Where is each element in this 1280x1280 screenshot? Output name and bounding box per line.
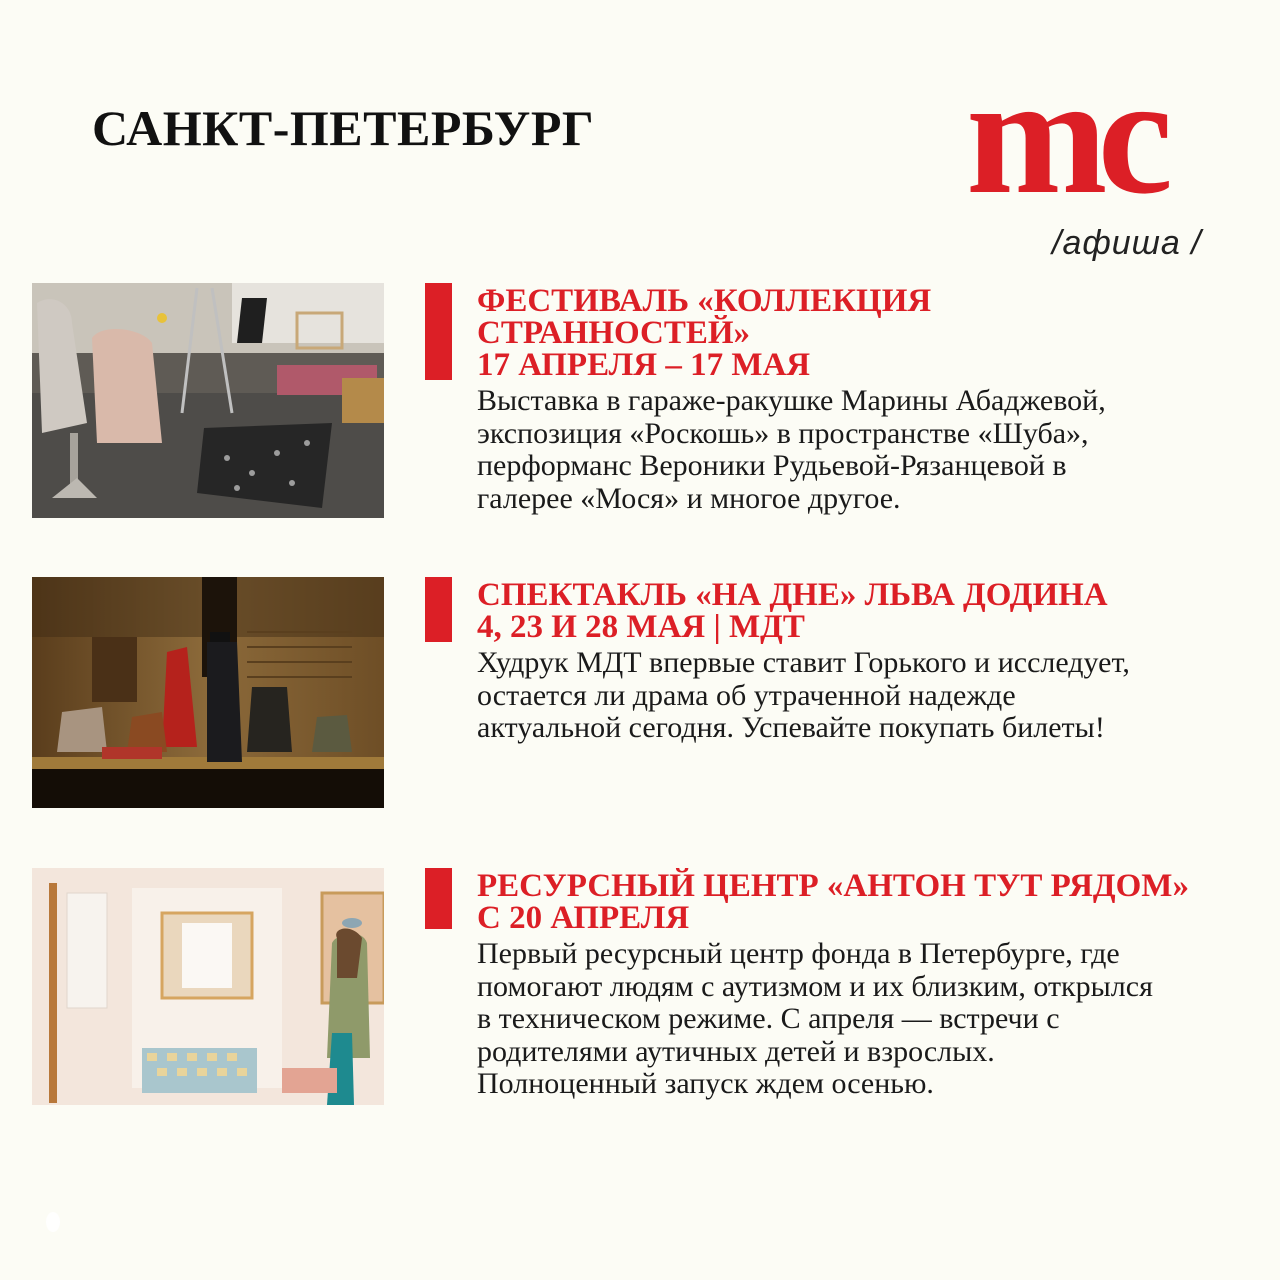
event-dates: С 20 АПРЕЛЯ [477, 900, 690, 936]
logo-subtitle: /афиша / [1052, 224, 1202, 262]
heading-line: СПЕКТАКЛЬ «НА ДНЕ» ЛЬВА ДОДИНА [477, 577, 1108, 613]
event-description [477, 647, 1237, 745]
heading-line: ФЕСТИВАЛЬ «КОЛЛЕКЦИЯ [477, 283, 932, 319]
accent-bar [425, 283, 452, 380]
description-line: Первый ресурсный центр фонда в Петербурге, где [477, 937, 1120, 970]
description-line: перформанс Вероники Рудьевой-Рязанцевой в [477, 449, 1067, 482]
event-dates: 17 АПРЕЛЯ – 17 МАЯ [477, 347, 811, 383]
mc-logo: mc [966, 41, 1164, 229]
event-heading [477, 285, 1237, 381]
description-line: в техническом режиме. С апреля — встречи с [477, 1002, 1060, 1035]
description-line: остается ли драма об утраченной надежде [477, 678, 1016, 712]
art-studio-photo [32, 283, 384, 518]
event-heading [477, 870, 1237, 934]
description-line: Полноценный запуск ждем осенью. [477, 1067, 934, 1100]
description-line: Худрук МДТ впервые ставит Горького и исследует, [477, 646, 1130, 679]
resource-center-photo [32, 868, 384, 1105]
event-dates: 4, 23 И 28 МАЯ | МДТ [477, 609, 805, 645]
description-line: актуальной сегодня. Успевайте покупать билеты! [477, 711, 1105, 744]
theatre-stage-photo [32, 577, 384, 808]
description-line: помогают людям с аутизмом и их близким, открылся [477, 969, 1153, 1003]
event-description [477, 938, 1237, 1101]
heading-line: СТРАННОСТЕЙ» [477, 315, 751, 351]
description-line: экспозиция «Роскошь» в пространстве «Шуба», [477, 416, 1089, 450]
page-title: САНКТ-ПЕТЕРБУРГ [92, 100, 595, 156]
description-line: Выставка в гараже-ракушке Марины Абаджевой, [477, 384, 1106, 417]
description-line: родителями аутичных детей и взрослых. [477, 1034, 995, 1068]
watermark-icon [46, 1212, 60, 1232]
accent-bar [425, 577, 452, 642]
heading-line: РЕСУРСНЫЙ ЦЕНТР «АНТОН ТУТ РЯДОМ» [477, 868, 1189, 904]
description-line: галерее «Мося» и многое другое. [477, 481, 901, 515]
accent-bar [425, 868, 452, 929]
event-description [477, 385, 1237, 515]
event-heading [477, 579, 1237, 643]
